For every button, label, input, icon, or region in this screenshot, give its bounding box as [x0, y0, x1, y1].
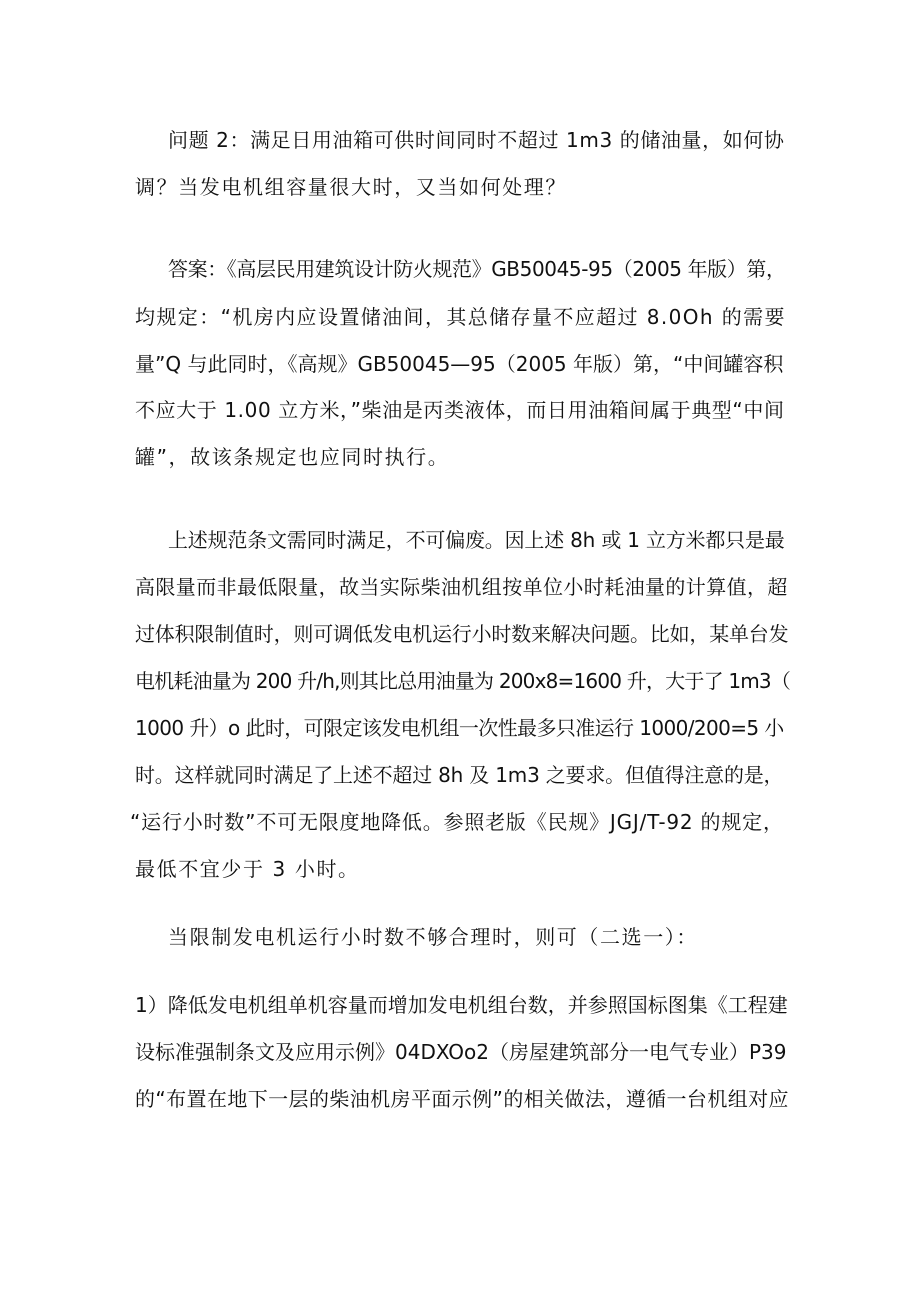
- option-1-line-1: 1）降低发电机组单机容量而增加发电机组台数，并参照国标图集《工程建: [135, 993, 788, 1017]
- answer-line-3: 量”Q 与此同时，《高规》GB50045—95（2005 年版）第，“中间罐容积: [135, 352, 784, 376]
- options-intro-line-1: 当限制发电机运行小时数不够合理时，则可（二选一）：: [168, 925, 698, 949]
- answer-line-4: 不应大于 1.00 立方米，”柴油是丙类液体，而日用油箱间属于典型“中间: [135, 398, 785, 422]
- explanation-line-3: 过体积限制值时，则可调低发电机运行小时数来解决问题。比如，某单台发: [135, 622, 789, 646]
- option-1-line-3: 的“布置在地下一层的柴油机房平面示例”的相关做法，遵循一台机组对应: [135, 1087, 789, 1111]
- answer-line-1: 答案：《高层民用建筑设计防火规范》GB50045-95（2005 年版）第，: [168, 257, 786, 281]
- explanation-line-5: 1000 升）o 此时，可限定该发电机组一次性最多只准运行 1000/200=5 小: [135, 716, 784, 740]
- question-2-line-2: 调？当发电机组容量很大时，又当如何处理？: [135, 175, 567, 199]
- explanation-line-2: 高限量而非最低限量，故当实际柴油机组按单位小时耗油量的计算值，超: [135, 575, 788, 599]
- explanation-line-7: “运行小时数”不可无限度地降低。参照老版《民规》JGJ/T-92 的规定，: [130, 810, 784, 834]
- explanation-line-6: 时。这样就同时满足了上述不超过 8h 及 1m3 之要求。但值得注意的是，: [135, 763, 784, 787]
- answer-line-2: 均规定：“机房内应设置储油间，其总储存量不应超过 8.0Oh 的需要: [135, 305, 786, 329]
- explanation-line-4: 电机耗油量为 200 升/h,则其比总用油量为 200x8=1600 升，大于了 1m3（: [135, 669, 791, 693]
- explanation-line-8: 最低不宜少于 3 小时。: [135, 857, 360, 881]
- answer-line-5: 罐”，故该条规定也应同时执行。: [135, 445, 450, 469]
- option-1-line-2: 设标准强制条文及应用示例》04DXOo2（房屋建筑部分一电气专业）P39: [135, 1040, 787, 1064]
- explanation-line-1: 上述规范条文需同时满足，不可偏废。因上述 8h 或 1 立方米都只是最: [168, 528, 785, 552]
- question-2-line-1: 问题 2：满足日用油箱可供时间同时不超过 1m3 的储油量，如何协: [168, 128, 785, 152]
